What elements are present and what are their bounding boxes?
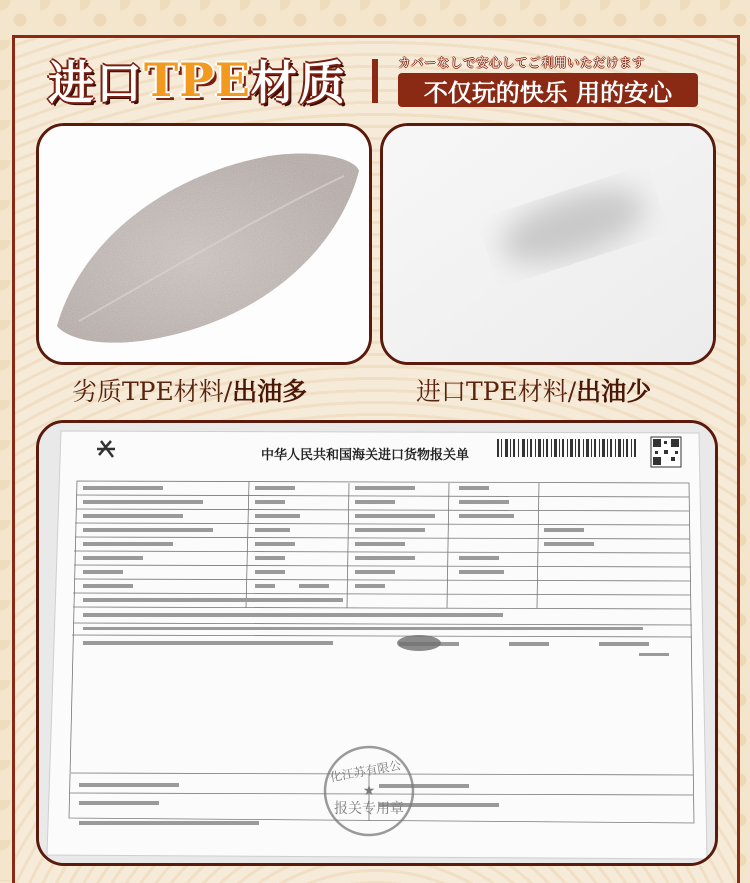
left-caption-bold: 出油多 xyxy=(232,377,308,406)
slogan-badge xyxy=(398,73,698,107)
inferior-material-caption xyxy=(72,372,307,408)
inferior-material-image xyxy=(36,123,372,365)
customs-document-icon xyxy=(39,423,715,863)
right-caption-normal: 进口TPE材料/ xyxy=(416,377,577,406)
imported-material-caption xyxy=(416,372,651,408)
slogan-text: 不仅玩的快乐 用的安心 xyxy=(423,77,673,107)
seal-top-text: 化江苏有限公 xyxy=(328,758,403,785)
header-banner xyxy=(48,49,708,111)
title-divider xyxy=(372,59,378,103)
title-highlight: TPE xyxy=(144,53,251,107)
customs-declaration-photo xyxy=(36,420,718,866)
faint-stain-icon xyxy=(383,126,713,362)
qr-code-icon xyxy=(651,437,681,467)
title-suffix: 材质 xyxy=(250,56,347,110)
imported-material-image xyxy=(380,123,716,365)
oily-leaf-stain-icon xyxy=(39,126,369,362)
title-prefix: 进口 xyxy=(48,56,144,110)
redaction-mark xyxy=(397,635,441,651)
document-title: 中华人民共和国海关进口货物报关单 xyxy=(261,448,470,463)
japanese-tagline: カバーなしで安心してご利用いただけます xyxy=(398,55,646,70)
page-title xyxy=(48,49,347,111)
left-caption-normal: 劣质TPE材料/ xyxy=(72,377,233,406)
right-caption-bold: 出油少 xyxy=(576,377,652,406)
svg-text:★: ★ xyxy=(362,783,376,799)
seal-bottom-text: 报关专用章 xyxy=(334,801,404,817)
